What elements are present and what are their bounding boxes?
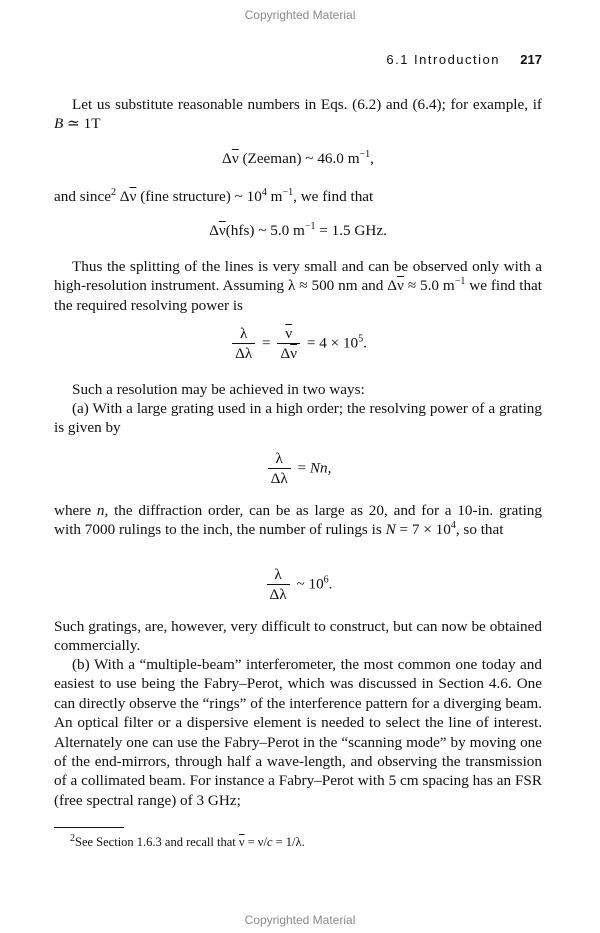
paragraph-5: (a) With a large grating used in a high order; the resolving power of a grating is given by xyxy=(54,400,542,437)
equation-zeeman: $\Delta\overline{\nu}$ (Zeeman) ~ 46.0 $m^{-1}$, xyxy=(222,148,374,167)
paragraph-8: (b) With a “multiple-beam” interferometer, the most common one today and easiest to use being the Fabry–Perot, which was discussed in Section 4.6. One can directly observe the “rings” of the interference pattern for a diverging beam. An optical filter or a dispersive element is needed to select the line of interest. Alternately one can use the Fabry–Perot in the “scanning mode” by moving one of the end-mirrors, through half a wave-length, and observing the transmission of a collimated beam. For instance a Fabry–Perot with 5 cm spacing has an FSR (free spectral range) of 3 GHz; xyxy=(54,656,542,809)
footnote-rule xyxy=(54,827,124,828)
paragraph-6: where n, the diffraction order, can be as large as 20, and for a 10-in. grating with 7000 rulings to the inch, the number of rulings is $N = 7 \times 10^4$, so that xyxy=(54,502,542,539)
running-header xyxy=(54,52,542,70)
page-number: 217 xyxy=(520,52,542,67)
paragraph-2: and since$^2$ $\Delta\overline{\nu}$ (fine structure) ~ $10^4$ $m^{-1}$, we find that xyxy=(54,186,374,205)
paragraph-7: Such gratings, are, however, very difficult to construct, but can now be obtained commercially. xyxy=(54,618,542,655)
paragraph-4: Such a resolution may be achieved in two ways: xyxy=(72,381,365,398)
equation-resolution: $\frac{\lambda}{\Delta\lambda}$ ~ $10^6$. xyxy=(54,566,542,604)
equation-grating: $\frac{\lambda}{\Delta\lambda}$ = Nn, xyxy=(54,450,542,488)
watermark-bottom: Copyrighted Material xyxy=(244,913,356,927)
section-title: 6.1 Introduction xyxy=(386,52,500,67)
equation-resolving-power: $\frac{\lambda}{\Delta\lambda}$ = $\frac{\overline{\nu}}{\Delta\overline{\nu}}$ = $4 \times 10^5$. xyxy=(54,325,542,363)
paragraph-1: Let us substitute reasonable numbers in Eqs. (6.2) and (6.4); for example, if B ≃ 1T xyxy=(54,96,542,133)
equation-hfs: $\Delta\overline{\nu}(hfs)$ ~ 5.0 $m^{-1} = 1.5$ GHz. xyxy=(209,220,387,239)
footnote-ref: 2 xyxy=(110,186,116,198)
paragraph-3: Thus the splitting of the lines is very small and can be observed only with a high-resolution instrument. Assuming λ ≈ 500 nm and $\Delta\overline{\nu} \approx 5.0$ $m^{-1}$ we find that the required resolving power is xyxy=(54,258,542,314)
watermark-top: Copyrighted Material xyxy=(244,8,356,22)
footnote: $^2$See Section 1.6.3 and recall that $\overline{\nu} = \nu/c = 1/\lambda$. xyxy=(70,832,305,849)
